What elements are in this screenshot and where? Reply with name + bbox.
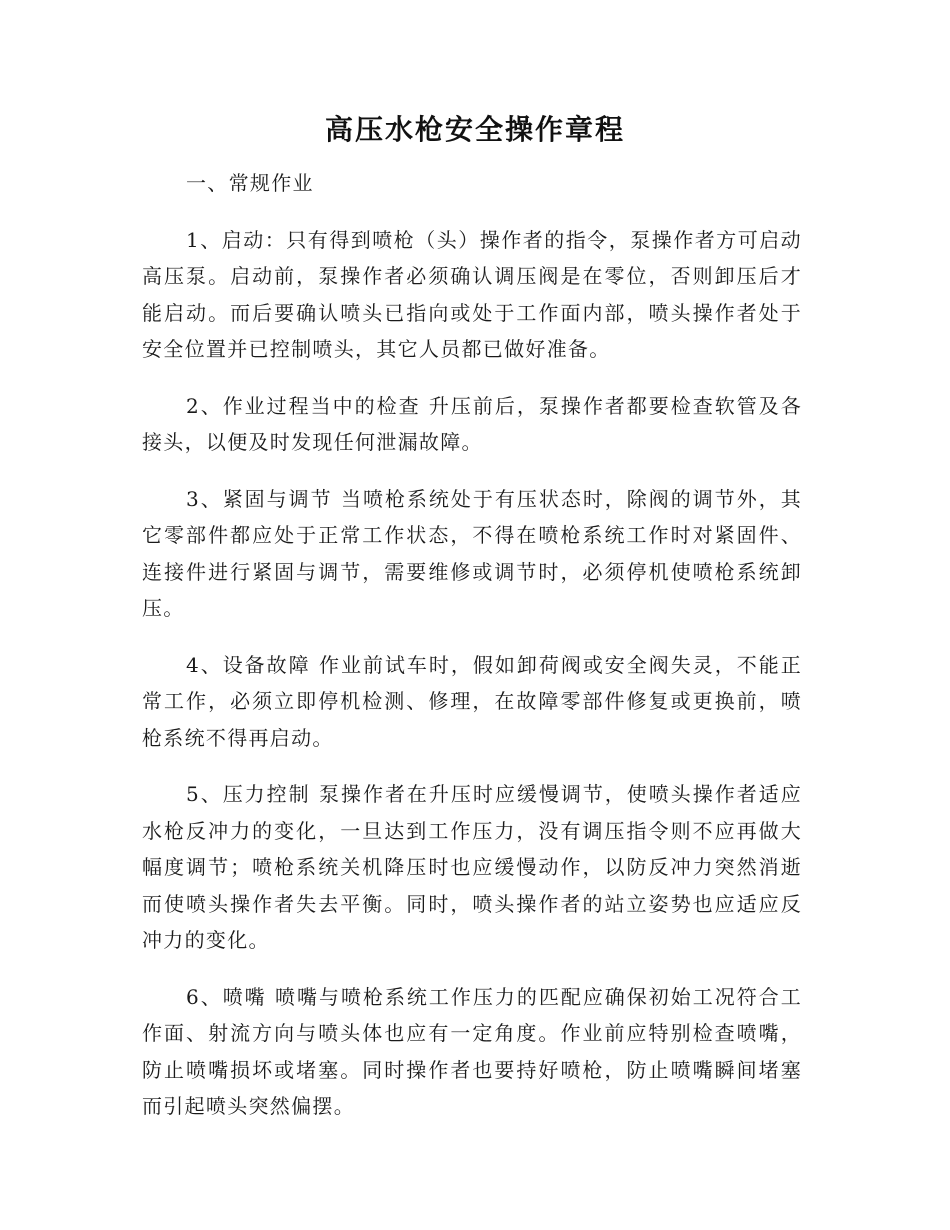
paragraph-inspection: 2、作业过程当中的检查 升压前后，泵操作者都要检查软管及各接头，以便及时发现任何泄漏故障。: [142, 393, 802, 454]
section-heading: 一、常规作业: [186, 171, 314, 195]
paragraph-equipment-fault: 4、设备故障 作业前试车时，假如卸荷阀或安全阀失灵，不能正常工作，必须立即停机检测、修理，在故障零部件修复或更换前，喷枪系统不得再启动。: [142, 652, 802, 750]
paragraph-pressure-control: 5、压力控制 泵操作者在升压时应缓慢调节，使喷头操作者适应水枪反冲力的变化，一旦达到工作压力，没有调压指令则不应再做大幅度调节；喷枪系统关机降压时也应缓慢动作，以防反冲力突然消逝而使喷头操作者失去平衡。同时，喷头操作者的站立姿势也应适应反冲力的变化。: [142, 782, 802, 952]
paragraph-startup: 1、启动：只有得到喷枪（头）操作者的指令，泵操作者方可启动高压泵。启动前，泵操作者必须确认调压阀是在零位，否则卸压后才能启动。而后要确认喷头已指向或处于工作面内部，喷头操作者处于安全位置并已控制喷头，其它人员都已做好准备。: [142, 227, 802, 361]
document-body: [142, 165, 802, 1145]
document-title: 高压水枪安全操作章程: [324, 113, 625, 146]
paragraph-nozzle: 6、喷嘴 喷嘴与喷枪系统工作压力的匹配应确保初始工况符合工作面、射流方向与喷头体也应有一定角度。作业前应特别检查喷嘴，防止喷嘴损坏或堵塞。同时操作者也要持好喷枪，防止喷嘴瞬间堵塞而引起喷头突然偏摆。: [142, 984, 802, 1118]
paragraph-fastening: 3、紧固与调节 当喷枪系统处于有压状态时，除阀的调节外，其它零部件都应处于正常工作状态，不得在喷枪系统工作时对紧固件、连接件进行紧固与调节，需要维修或调节时，必须停机使喷枪系统卸压。: [142, 486, 802, 620]
